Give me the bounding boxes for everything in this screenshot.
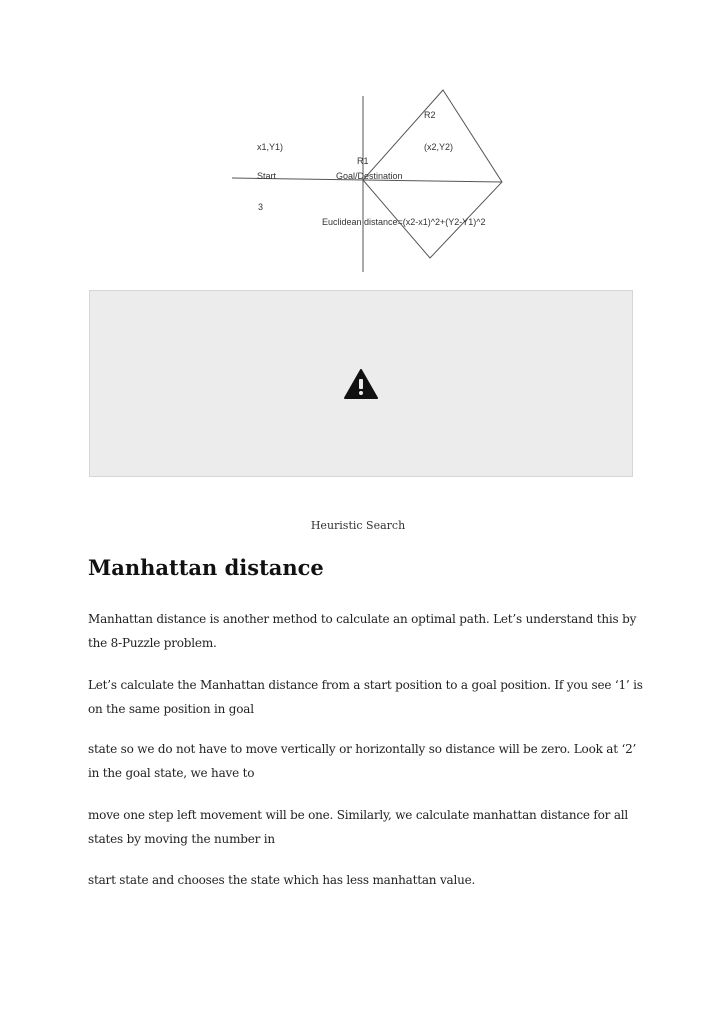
figure-caption: Heuristic Search [310,519,406,532]
image-placeholder [89,290,633,477]
paragraph-1: Manhattan distance is another method to calculate an optimal path. Let’s understand this by the 8-Puzzle problem. [88,612,637,650]
paragraph-2: Let’s calculate the Manhattan distance from a start position to a goal position. If you see ‘1’ is on the same position in goal [88,678,643,716]
label-start: Start [257,171,277,181]
paragraph-4: move one step left movement will be one. Similarly, we calculate manhattan distance for all states by moving the number in [88,808,629,846]
section-heading: Manhattan distance [88,555,324,580]
label-r1: R1 [357,156,369,166]
label-three: 3 [258,202,264,212]
label-x2y2: (x2,Y2) [424,142,454,152]
label-r2: R2 [424,110,436,120]
paragraph-5: start state and chooses the state which has less manhattan value. [88,873,476,887]
label-x1y1: x1,Y1) [257,142,284,152]
label-goal: Goal/Destination [336,171,403,181]
euclidean-diagram [0,0,720,290]
warning-icon [344,369,378,399]
paragraph-3: state so we do not have to move vertically or horizontally so distance will be zero. Look at ‘2’ in the goal state, we have to [88,742,637,780]
label-euclidean: Euclidean distance=(x2-x1)^2+(Y2-Y1)^2 [322,217,486,227]
